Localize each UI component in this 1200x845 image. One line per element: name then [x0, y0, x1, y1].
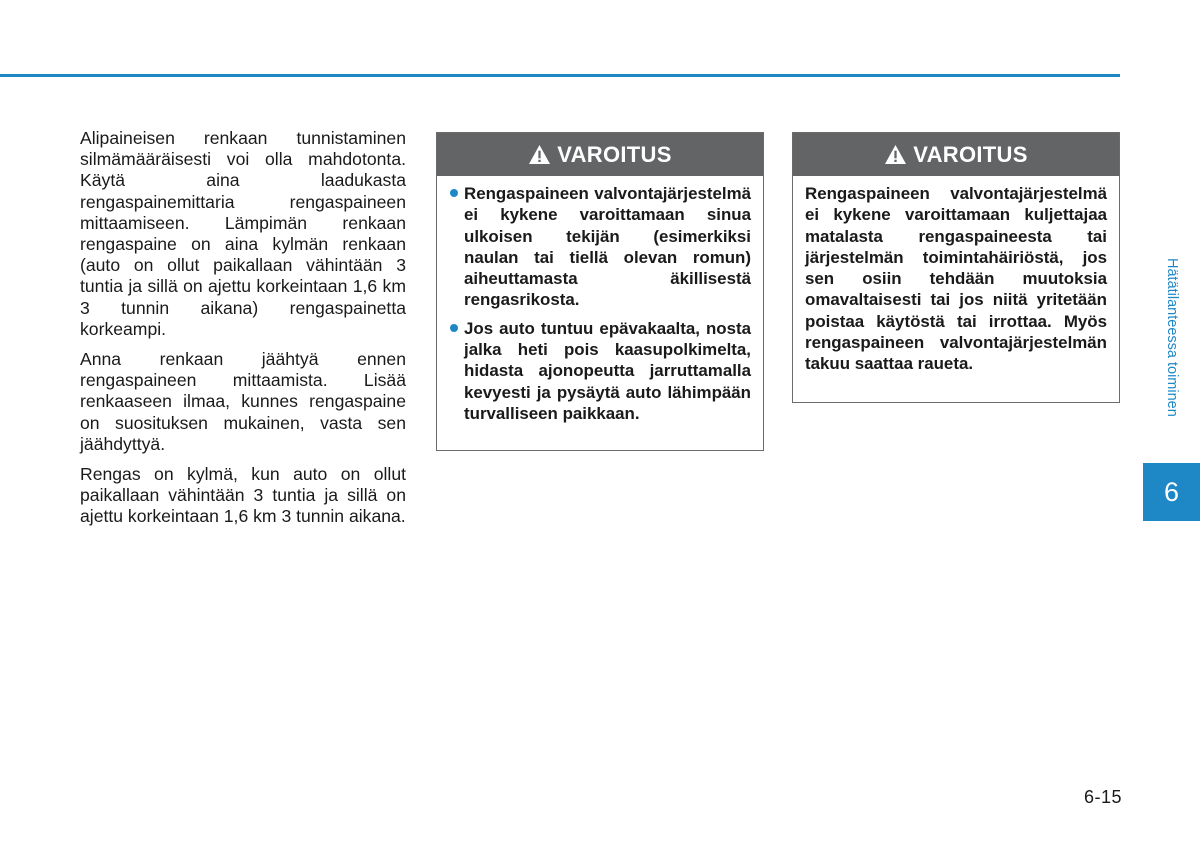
warning-triangle-icon [884, 144, 907, 165]
body-text-column [80, 128, 406, 537]
paragraph-3: Rengas on kylmä, kun auto on ollut paikallaan vähintään 3 tuntia ja sillä on ajettu korkeintaan 1,6 km 3 tunnin aikana. [80, 464, 406, 527]
warning-title-1: VAROITUS [557, 141, 672, 167]
warning-body-2 [793, 176, 1119, 375]
warning-title-2: VAROITUS [913, 141, 1028, 167]
warning-list-item: Jos auto tuntuu epävakaalta, nosta jalka heti pois kaasupolkimelta, hidasta ajonopeutta jarruttamalla kevyesti ja pysäytä auto lähimpään turvalliseen paikkaan. [449, 318, 751, 424]
header-rule [0, 74, 1120, 77]
warning-body-1 [437, 176, 763, 424]
paragraph-1: Alipaineisen renkaan tunnistaminen silmämääräisesti voi olla mahdotonta. Käytä aina laadukasta rengaspainemittaria rengaspaineen mittaamiseen. Lämpimän renkaan rengaspaine on aina kylmän renkaan (auto on ollut paikallaan vähintään 3 tuntia ja sillä on ajettu korkeintaan 1,6 km 3 tunnin aikana) rengaspainetta korkeampi. [80, 128, 406, 339]
warning-triangle-icon [528, 144, 551, 165]
section-side-title: Hätätilanteessa toiminen [1164, 258, 1180, 417]
chapter-number-tab: 6 [1143, 463, 1200, 521]
warning-box-2 [792, 132, 1120, 403]
warning-list-item: Rengaspaineen valvontajärjestelmä ei kykene varoittamaan sinua ulkoisen tekijän (esimerkiksi naulan tai tiellä olevan romun) aiheuttamasta äkillisestä rengasrikosta. [449, 183, 751, 311]
warning-box-1 [436, 132, 764, 451]
warning-list [449, 183, 751, 424]
warning-text: Rengaspaineen valvontajärjestelmä ei kykene varoittamaan kuljettajaa matalasta rengaspaineesta tai järjestelmän toimintahäiriöstä, jos sen osiin tehdään muutoksia omavaltaisesti tai jos niitä yritetään poistaa käytöstä tai irrottaa. Myös rengaspaineen valvontajärjestelmän takuu saattaa raueta. [805, 184, 1107, 374]
page-number: 6-15 [1084, 787, 1123, 807]
warning-header-1 [437, 133, 763, 176]
warning-header-2 [793, 133, 1119, 176]
paragraph-2: Anna renkaan jäähtyä ennen rengaspaineen mittaamista. Lisää renkaaseen ilmaa, kunnes rengaspaine on suosituksen mukainen, vasta sen jäähdyttyä. [80, 349, 406, 454]
